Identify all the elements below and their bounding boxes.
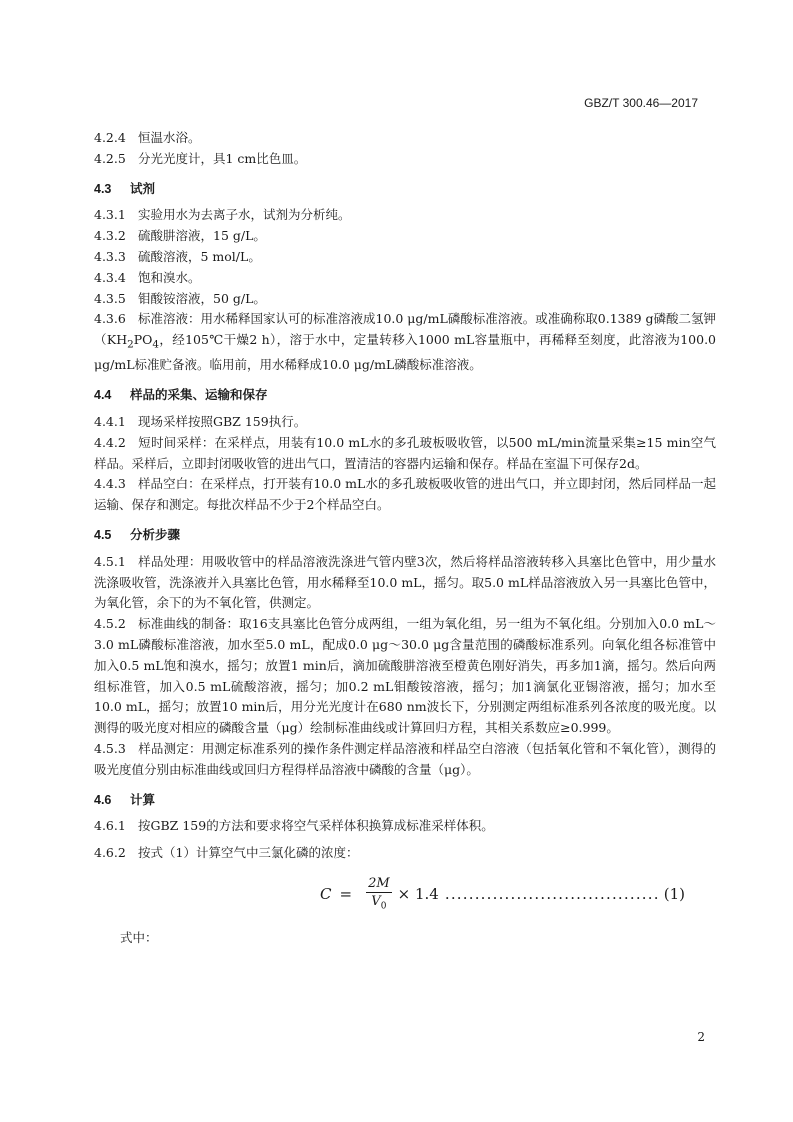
section-number: 4.3 [94, 181, 112, 196]
clause-number: 4.3.5 [94, 290, 126, 306]
clause-text: 分光光度计，具1 cm比色皿。 [138, 150, 307, 166]
clause-text: 硫酸溶液，5 mol/L。 [138, 248, 261, 264]
clause-text: 样品测定：用测定标准系列的操作条件测定样品溶液和样品空白溶液（包括氧化管和不氧化管），测得的吸光度值分别由标准曲线或回归方程得样品溶液中磷酸的含量（μg）。 [94, 741, 716, 777]
clause-text: PO [133, 332, 153, 348]
clause-number: 4.3.4 [94, 269, 126, 285]
formula-number: (1) [663, 884, 685, 903]
clause-text: ，经105℃干燥2 h），溶于水中，定量转移入1000 mL容量瓶中，再稀释至刻度，此溶液为100.0 μg/mL标准贮备液。临用前，用水稀释成10.0 μg/mL磷酸标准溶液。 [94, 332, 716, 373]
clause-number: 4.4.1 [94, 414, 126, 430]
clause-4-4-3 [94, 474, 716, 516]
formula-multiplier: × 1.4 [397, 884, 439, 903]
clause-text: 实验用水为去离子水，试剂为分析纯。 [138, 207, 351, 223]
clause-text: 按GBZ 159的方法和要求将空气采样体积换算成标准采样体积。 [138, 818, 494, 834]
clause-number: 4.4.2 [94, 434, 126, 450]
formula-numerator: 2M [368, 876, 390, 891]
denominator-subscript: 0 [380, 901, 387, 912]
formula-lhs: C [320, 884, 332, 903]
section-heading-4-5 [94, 525, 716, 546]
clause-number: 4.3.6 [94, 311, 126, 327]
clause-4-3-4 [94, 268, 716, 289]
clause-4-3-3 [94, 247, 716, 268]
clause-number: 4.3.2 [94, 228, 126, 244]
denominator-symbol: V [371, 894, 381, 909]
formula-1 [94, 870, 716, 920]
section-number: 4.4 [94, 388, 112, 403]
clause-4-6-2 [94, 843, 716, 864]
clause-number: 4.3.1 [94, 207, 126, 223]
section-heading-4-4 [94, 385, 716, 406]
clause-text: 硫酸肼溶液，15 g/L。 [138, 228, 266, 244]
formula-expression [320, 876, 685, 912]
clause-number: 4.5.1 [94, 553, 126, 569]
section-heading-4-6 [94, 790, 716, 811]
clause-4-5-3 [94, 739, 716, 781]
clause-number: 4.2.5 [94, 150, 126, 166]
clause-4-4-1 [94, 412, 716, 433]
clause-number: 4.5.3 [94, 741, 126, 757]
section-title: 计算 [130, 792, 156, 807]
formula-fraction [366, 876, 392, 912]
clause-4-5-1 [94, 552, 716, 614]
section-heading-4-3 [94, 179, 716, 200]
clause-number: 4.5.2 [94, 616, 126, 632]
subscript: 4 [152, 338, 160, 351]
section-title: 试剂 [130, 181, 156, 196]
clause-4-3-2 [94, 226, 716, 247]
formula-equals: = [339, 884, 353, 903]
clause-text: 标准溶液：用水稀释国家认可的标准溶液成10.0 μg/mL磷酸标准溶液。或准确称取0.1389 g磷酸二氢钾（KH [94, 311, 717, 348]
clause-text: 短时间采样：在采样点，用装有10.0 mL水的多孔玻板吸收管，以500 mL/min流量采集≥15 min空气样品。采样后，立即封闭吸收管的进出气口，置清洁的容器内运输和保存。样品在室温下可保存2d。 [94, 434, 716, 471]
clause-text: 现场采样按照GBZ 159执行。 [138, 414, 307, 430]
clause-4-3-1 [94, 205, 716, 226]
clause-text: 钼酸铵溶液，50 g/L。 [138, 290, 266, 306]
clause-4-3-5 [94, 289, 716, 310]
clause-4-6-1 [94, 816, 716, 837]
section-title: 分析步骤 [130, 528, 181, 543]
clause-number: 4.4.3 [94, 476, 126, 492]
clause-text: 样品处理：用吸收管中的样品溶液洗涤进气管内壁3次，然后将样品溶液转移入具塞比色管中，用少量水洗涤吸收管，洗涤液并入具塞比色管，用水稀释至10.0 mL，摇匀。取5.0 mL样品溶液放入另一具塞比色管中，为氧化管，余下的为不氧化管，供测定。 [94, 553, 716, 611]
clause-text: 按式（1）计算空气中三氯化磷的浓度： [138, 845, 359, 861]
clause-4-2-5 [94, 149, 716, 170]
standard-code-header: GBZ/T 300.46—2017 [584, 96, 698, 110]
wherein-label: 式中： [120, 930, 158, 945]
section-title: 样品的采集、运输和保存 [130, 388, 268, 403]
formula-leader-dots: .................................... [444, 884, 660, 903]
clause-number: 4.2.4 [94, 130, 126, 145]
clause-4-3-6 [94, 309, 716, 376]
clause-number: 4.3.3 [94, 248, 126, 264]
page-number: 2 [697, 1030, 705, 1044]
clause-number: 4.6.1 [94, 818, 126, 834]
clause-text: 恒温水浴。 [138, 130, 201, 145]
clause-4-4-2 [94, 433, 716, 475]
clause-text: 饱和溴水。 [138, 269, 201, 285]
clause-4-2-4 [94, 128, 716, 149]
formula-denominator [371, 893, 386, 912]
clause-number: 4.6.2 [94, 845, 126, 861]
section-number: 4.6 [94, 792, 112, 807]
clause-4-5-2 [94, 614, 716, 739]
document-body [94, 128, 716, 949]
clause-text: 样品空白：在采样点，打开装有10.0 mL水的多孔玻板吸收管的进出气口，并立即封闭，然后同样品一起运输、保存和测定。每批次样品不少于2个样品空白。 [94, 476, 716, 513]
clause-text: 标准曲线的制备：取16支具塞比色管分成两组，一组为氧化组，另一组为不氧化组。分别加入0.0 mL～3.0 mL磷酸标准溶液，加水至5.0 mL，配成0.0 μg～30.0 μg含量范围的磷酸标准系列。向氧化组各标准管中加入0.5 mL饱和溴水，摇匀；放置1 min后，滴加硫酸肼溶液至橙黄色刚好消失，再多加1滴，摇匀。然后向两组标准管，加入0.5 mL硫酸溶液，摇匀；加0.2 mL钼酸铵溶液，摇匀；加1滴氯化亚锡溶液，摇匀；加水至10.0 mL，摇匀；放置10 min后，用分光光度计在680 nm波长下，分别测定两组标准系列各浓度的吸光度。以测得的吸光度对相应的磷酸含量（μg）绘制标准曲线或计算回归方程，其相关系数应≥0.999。 [94, 616, 716, 736]
subscript: 2 [127, 338, 134, 351]
section-number: 4.5 [94, 528, 112, 543]
